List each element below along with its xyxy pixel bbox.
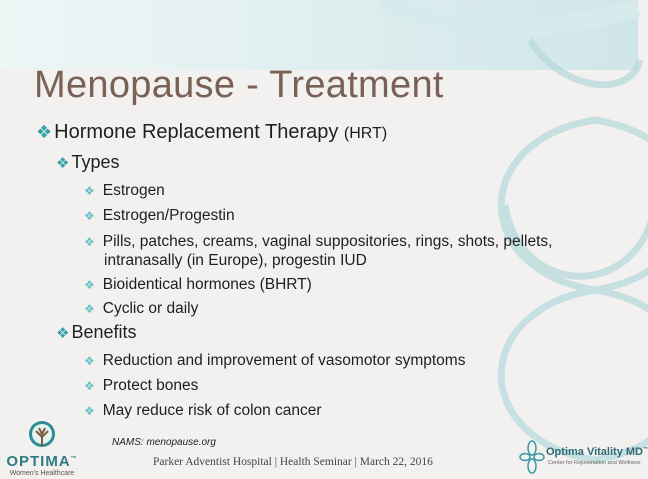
- diamond-bullet-icon: ❖: [36, 122, 53, 142]
- flower-logo-icon: [520, 440, 544, 474]
- diamond-bullet-icon: ❖: [84, 278, 95, 292]
- diamond-bullet-icon: ❖: [56, 155, 70, 172]
- hrt-heading: [36, 121, 387, 144]
- diamond-bullet-icon: ❖: [84, 184, 95, 198]
- hrt-abbr: (HRT): [343, 125, 388, 142]
- list-item-continuation: intranasally (in Europe), progestin IUD: [104, 252, 367, 269]
- tree-logo-icon: [25, 420, 59, 450]
- list-item: ❖ Cyclic or daily: [84, 300, 199, 317]
- diamond-bullet-icon: ❖: [84, 209, 95, 223]
- diamond-bullet-icon: ❖: [84, 404, 95, 418]
- diamond-bullet-icon: ❖: [84, 379, 95, 393]
- list-item: ❖ Pills, patches, creams, vaginal suppositories, rings, shots, pellets,: [84, 233, 553, 250]
- hrt-label: Hormone Replacement Therapy: [54, 121, 339, 143]
- list-item: ❖ Reduction and improvement of vasomotor symptoms: [84, 352, 466, 369]
- diamond-bullet-icon: ❖: [56, 325, 70, 342]
- left-logo-sub: Women's Healthcare: [9, 470, 75, 477]
- benefits-label: Benefits: [71, 322, 137, 342]
- left-logo-tm: ™: [70, 456, 78, 462]
- list-item: ❖ Estrogen/Progestin: [84, 207, 235, 224]
- list-item: ❖ Bioidentical hormones (BHRT): [84, 276, 312, 293]
- list-item: ❖ May reduce risk of colon cancer: [84, 402, 322, 419]
- diamond-bullet-icon: ❖: [84, 354, 95, 368]
- diamond-bullet-icon: ❖: [84, 302, 95, 316]
- reference-note: NAMS: menopause.org: [112, 437, 216, 448]
- list-item: ❖ Protect bones: [84, 377, 199, 394]
- right-logo-tagline: Center for Rejuvenation and Wellness: [548, 460, 641, 466]
- left-logo-brand: OPTIMA: [6, 453, 71, 470]
- benefits-heading: [56, 322, 137, 343]
- slide-title: Menopause - Treatment: [34, 64, 444, 106]
- types-label: Types: [71, 152, 120, 172]
- types-heading: [56, 152, 119, 173]
- optima-womens-logo: [4, 420, 80, 476]
- diamond-bullet-icon: ❖: [84, 235, 95, 249]
- footer-text: Parker Adventist Hospital | Health Seminar | March 22, 2016: [153, 456, 433, 468]
- list-item: ❖ Estrogen: [84, 182, 165, 199]
- right-logo-tm: ™: [642, 446, 648, 453]
- optima-vitality-logo: [520, 438, 648, 476]
- right-logo-brand: Optima Vitality MD: [546, 446, 643, 458]
